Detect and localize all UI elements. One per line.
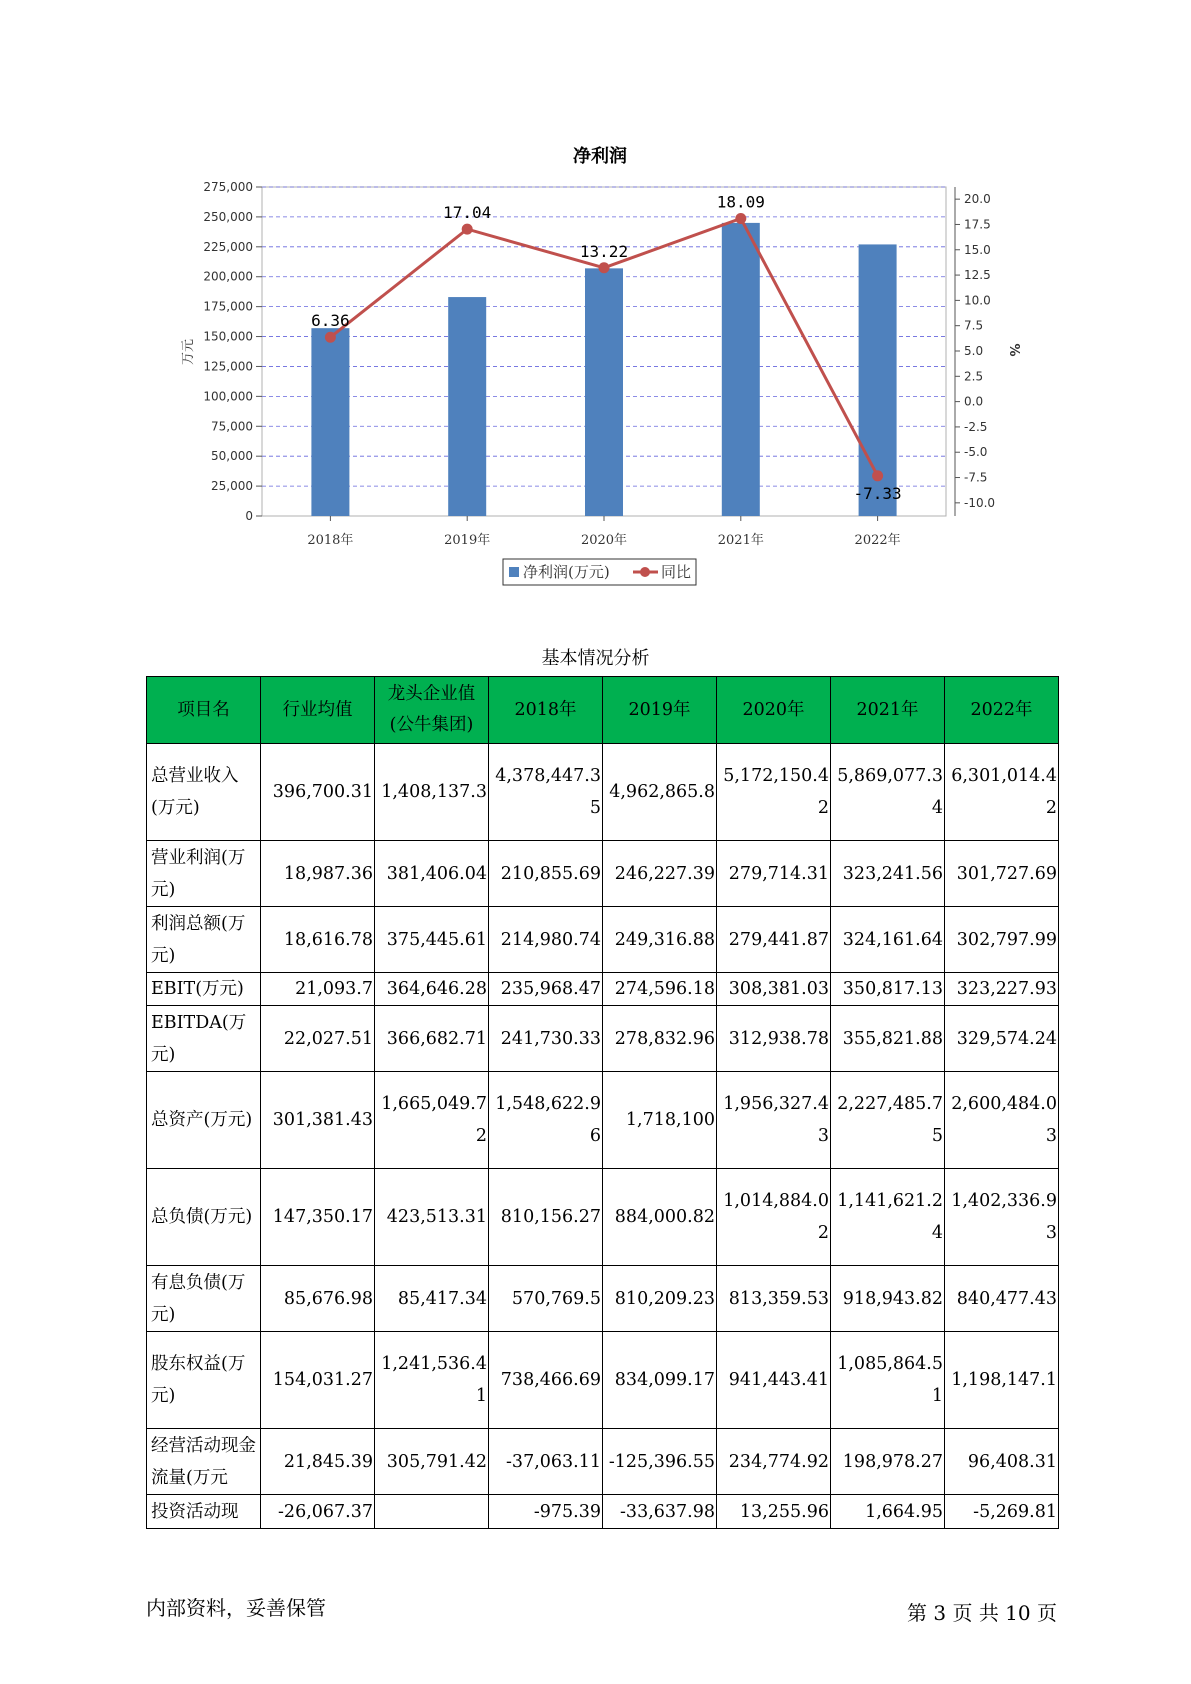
value-cell: 302,797.99 — [945, 907, 1059, 973]
x-axis-tick-label: 2019年 — [444, 533, 491, 548]
value-cell: -975.39 — [489, 1495, 603, 1529]
value-cell: 381,406.04 — [375, 841, 489, 907]
value-cell: -125,396.55 — [603, 1429, 717, 1495]
value-cell: 6,301,014.42 — [945, 744, 1059, 841]
table-row — [147, 1072, 1059, 1169]
value-cell: 834,099.17 — [603, 1332, 717, 1429]
value-cell: 214,980.74 — [489, 907, 603, 973]
value-cell: 323,241.56 — [831, 841, 945, 907]
value-cell: 813,359.53 — [717, 1266, 831, 1332]
footer-confidential-note: 内部资料，妥善保管 — [146, 1596, 326, 1620]
value-cell: 375,445.61 — [375, 907, 489, 973]
value-cell: 1,014,884.02 — [717, 1169, 831, 1266]
value-cell: 423,513.31 — [375, 1169, 489, 1266]
table-row — [147, 1332, 1059, 1429]
right-axis-tick-label: 10.0 — [964, 293, 991, 308]
table-row — [147, 1006, 1059, 1072]
x-axis-tick-label: 2020年 — [580, 533, 628, 548]
value-cell: 85,676.98 — [261, 1266, 375, 1332]
value-cell: 329,574.24 — [945, 1006, 1059, 1072]
value-cell: 918,943.82 — [831, 1266, 945, 1332]
x-axis-tick-label: 2021年 — [717, 533, 764, 548]
left-axis-tick-label: 275,000 — [203, 180, 253, 194]
left-axis-tick-label: 175,000 — [203, 299, 253, 314]
yoy-point — [462, 224, 473, 235]
table-title: 基本情况分析 — [541, 648, 650, 669]
legend-line-marker — [640, 567, 650, 577]
value-cell: 941,443.41 — [717, 1332, 831, 1429]
value-cell: 350,817.13 — [831, 973, 945, 1006]
right-axis-label: % — [1006, 343, 1021, 357]
value-cell: 279,714.31 — [717, 841, 831, 907]
value-cell: 1,141,621.24 — [831, 1169, 945, 1266]
right-axis-tick-label: 12.5 — [964, 268, 991, 283]
yoy-point — [599, 262, 610, 273]
chart-title: 净利润 — [573, 146, 627, 167]
value-cell: 198,978.27 — [831, 1429, 945, 1495]
yoy-data-label: 17.04 — [443, 203, 492, 223]
right-axis-tick-label: 0.0 — [964, 394, 984, 409]
value-cell: 241,730.33 — [489, 1006, 603, 1072]
header-cell: 2020年 — [717, 677, 831, 744]
value-cell: 18,616.78 — [261, 907, 375, 973]
value-cell: 246,227.39 — [603, 841, 717, 907]
value-cell: 305,791.42 — [375, 1429, 489, 1495]
value-cell: 1,664.95 — [831, 1495, 945, 1529]
row-label-cell: EBITDA(万元) — [147, 1006, 261, 1072]
bar — [311, 328, 349, 516]
value-cell: 4,378,447.35 — [489, 744, 603, 841]
left-axis-tick-label: 225,000 — [203, 239, 253, 254]
value-cell: 21,845.39 — [261, 1429, 375, 1495]
yoy-point — [325, 332, 336, 343]
value-cell: 2,227,485.75 — [831, 1072, 945, 1169]
bar — [448, 297, 486, 516]
value-cell: 1,241,536.41 — [375, 1332, 489, 1429]
table-header-row — [147, 677, 1059, 744]
left-axis-tick-label: 25,000 — [211, 479, 253, 494]
right-axis-tick-label: 2.5 — [964, 369, 984, 384]
footer-page-number: 第 3 页 共 10 页 — [907, 1601, 1057, 1625]
yoy-point — [735, 213, 746, 224]
header-cell: 2022年 — [945, 677, 1059, 744]
value-cell: 738,466.69 — [489, 1332, 603, 1429]
value-cell: 2,600,484.03 — [945, 1072, 1059, 1169]
left-axis-tick-label: 250,000 — [203, 209, 253, 224]
x-axis-tick-label: 2018年 — [307, 533, 354, 548]
bar — [722, 223, 760, 516]
header-cell: 行业均值 — [261, 677, 375, 744]
table-row — [147, 973, 1059, 1006]
value-cell: 1,198,147.1 — [945, 1332, 1059, 1429]
left-axis-tick-label: 100,000 — [203, 389, 253, 404]
header-cell: 项目名 — [147, 677, 261, 744]
row-label-cell: 有息负债(万元) — [147, 1266, 261, 1332]
value-cell: 1,665,049.72 — [375, 1072, 489, 1169]
yoy-data-label: 6.36 — [311, 311, 350, 331]
yoy-data-label: -7.33 — [853, 483, 902, 503]
value-cell: 4,962,865.8 — [603, 744, 717, 841]
value-cell: 1,085,864.51 — [831, 1332, 945, 1429]
header-cell: 龙头企业值(公牛集团) — [375, 677, 489, 744]
right-axis-tick-label: 17.5 — [964, 217, 991, 232]
header-cell: 2021年 — [831, 677, 945, 744]
value-cell: 570,769.5 — [489, 1266, 603, 1332]
value-cell: 324,161.64 — [831, 907, 945, 973]
table-row — [147, 1169, 1059, 1266]
value-cell: 308,381.03 — [717, 973, 831, 1006]
right-axis-tick-label: -5.0 — [964, 445, 988, 460]
right-axis-tick-label: -10.0 — [964, 495, 996, 510]
value-cell: 96,408.31 — [945, 1429, 1059, 1495]
legend-bar-swatch — [509, 567, 519, 577]
table-row — [147, 1495, 1059, 1529]
value-cell: 355,821.88 — [831, 1006, 945, 1072]
row-label-cell: 投资活动现 — [147, 1495, 261, 1529]
value-cell: 279,441.87 — [717, 907, 831, 973]
left-axis-tick-label: 0 — [245, 509, 253, 523]
value-cell: 1,718,100 — [603, 1072, 717, 1169]
basic-analysis-table — [146, 676, 1059, 1529]
value-cell: 5,172,150.42 — [717, 744, 831, 841]
value-cell: 278,832.96 — [603, 1006, 717, 1072]
right-axis-tick-label: 7.5 — [964, 318, 984, 333]
row-label-cell: 经营活动现金流量(万元 — [147, 1429, 261, 1495]
value-cell: 1,402,336.93 — [945, 1169, 1059, 1266]
value-cell: 1,408,137.3 — [375, 744, 489, 841]
net-profit-chart — [0, 0, 1191, 600]
value-cell: 21,093.7 — [261, 973, 375, 1006]
row-label-cell: 股东权益(万元) — [147, 1332, 261, 1429]
value-cell: 154,031.27 — [261, 1332, 375, 1429]
row-label-cell: 总负债(万元) — [147, 1169, 261, 1266]
value-cell: 366,682.71 — [375, 1006, 489, 1072]
value-cell: -26,067.37 — [261, 1495, 375, 1529]
left-axis-label: 万元 — [181, 338, 196, 366]
legend-bar-label: 净利润(万元) — [523, 563, 610, 581]
value-cell: -33,637.98 — [603, 1495, 717, 1529]
value-cell: 234,774.92 — [717, 1429, 831, 1495]
row-label-cell: EBIT(万元) — [147, 973, 261, 1006]
row-label-cell: 营业利润(万元) — [147, 841, 261, 907]
value-cell: 323,227.93 — [945, 973, 1059, 1006]
right-axis-tick-label: 5.0 — [964, 343, 984, 358]
value-cell: 364,646.28 — [375, 973, 489, 1006]
value-cell: 235,968.47 — [489, 973, 603, 1006]
value-cell: 210,855.69 — [489, 841, 603, 907]
row-label-cell: 总营业收入(万元) — [147, 744, 261, 841]
value-cell — [375, 1495, 489, 1529]
value-cell: 249,316.88 — [603, 907, 717, 973]
value-cell: -5,269.81 — [945, 1495, 1059, 1529]
value-cell: 1,548,622.96 — [489, 1072, 603, 1169]
value-cell: 1,956,327.43 — [717, 1072, 831, 1169]
table-row — [147, 1266, 1059, 1332]
chart-svg — [0, 0, 1191, 600]
row-label-cell: 利润总额(万元) — [147, 907, 261, 973]
x-axis-tick-label: 2022年 — [854, 533, 901, 548]
left-axis-tick-label: 125,000 — [203, 359, 253, 374]
value-cell: 840,477.43 — [945, 1266, 1059, 1332]
yoy-point — [872, 470, 883, 481]
right-axis-tick-label: -7.5 — [964, 470, 988, 485]
table-row — [147, 744, 1059, 841]
value-cell: 301,381.43 — [261, 1072, 375, 1169]
right-axis-tick-label: 20.0 — [964, 192, 991, 207]
legend-line-label: 同比 — [661, 563, 692, 581]
value-cell: 312,938.78 — [717, 1006, 831, 1072]
left-axis-tick-label: 150,000 — [203, 329, 253, 344]
table-row — [147, 841, 1059, 907]
value-cell: -37,063.11 — [489, 1429, 603, 1495]
yoy-data-label: 13.22 — [579, 241, 629, 261]
left-axis-tick-label: 75,000 — [211, 419, 253, 434]
value-cell: 85,417.34 — [375, 1266, 489, 1332]
left-axis-tick-label: 200,000 — [203, 269, 253, 284]
table-row — [147, 907, 1059, 973]
value-cell: 18,987.36 — [261, 841, 375, 907]
right-axis-tick-label: -2.5 — [964, 419, 988, 434]
value-cell: 147,350.17 — [261, 1169, 375, 1266]
value-cell: 884,000.82 — [603, 1169, 717, 1266]
value-cell: 301,727.69 — [945, 841, 1059, 907]
header-cell: 2019年 — [603, 677, 717, 744]
value-cell: 396,700.31 — [261, 744, 375, 841]
value-cell: 5,869,077.34 — [831, 744, 945, 841]
bar — [585, 268, 623, 516]
value-cell: 22,027.51 — [261, 1006, 375, 1072]
value-cell: 810,209.23 — [603, 1266, 717, 1332]
left-axis-tick-label: 50,000 — [211, 449, 253, 464]
header-cell: 2018年 — [489, 677, 603, 744]
row-label-cell: 总资产(万元) — [147, 1072, 261, 1169]
table-row — [147, 1429, 1059, 1495]
value-cell: 274,596.18 — [603, 973, 717, 1006]
value-cell: 810,156.27 — [489, 1169, 603, 1266]
right-axis-tick-label: 15.0 — [964, 242, 991, 257]
value-cell: 13,255.96 — [717, 1495, 831, 1529]
yoy-data-label: 18.09 — [716, 192, 765, 212]
